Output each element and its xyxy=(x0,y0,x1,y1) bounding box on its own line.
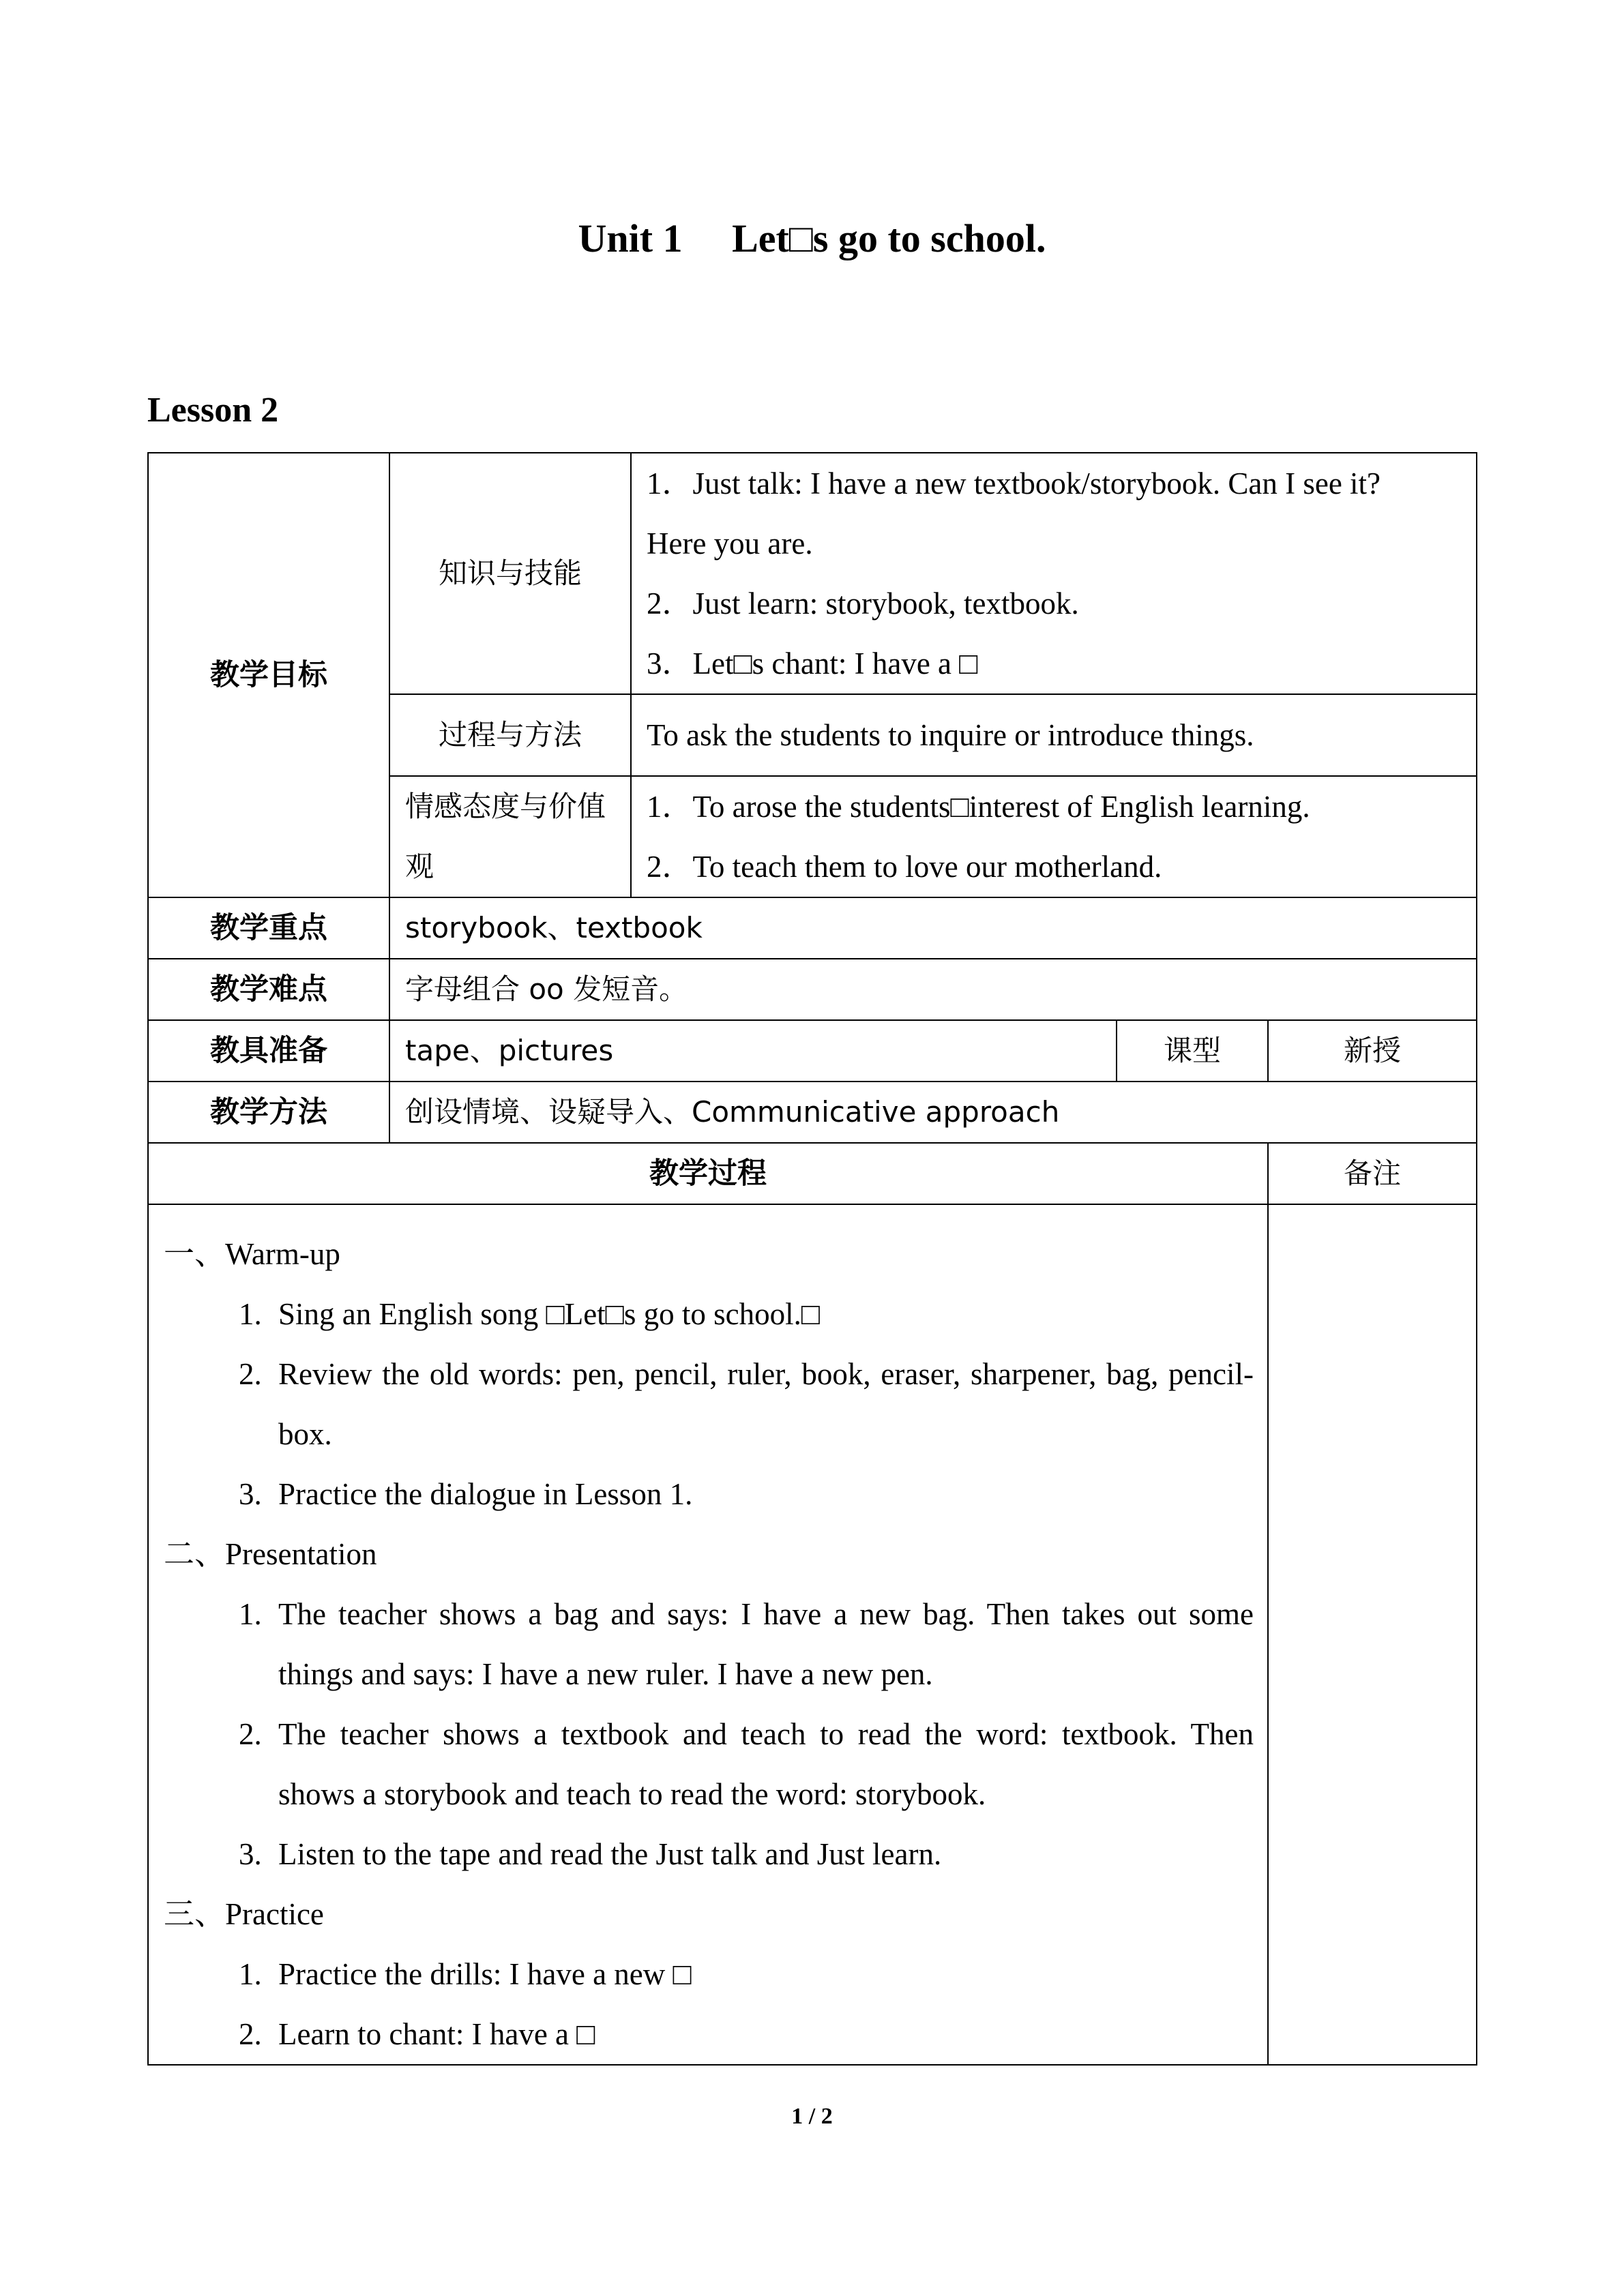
list-item xyxy=(164,1704,1254,1824)
emotion-line: 1．To arose the students□interest of English learning. xyxy=(647,790,1310,824)
section-heading: 二、Presentation xyxy=(164,1537,377,1571)
methods-row xyxy=(148,1082,1477,1143)
knowledge-line: 2．Just learn: storybook, textbook. xyxy=(647,586,1079,621)
key-points-row xyxy=(148,897,1477,959)
item-text: Sing an English song □Let□s go to school.□ xyxy=(278,1297,821,1331)
item-number: 1. xyxy=(239,1597,262,1631)
item-text: Practice the dialogue in Lesson 1. xyxy=(278,1477,693,1511)
materials-row xyxy=(148,1020,1477,1082)
list-item xyxy=(164,1344,1254,1464)
item-number: 3. xyxy=(239,1837,262,1871)
item-text: The teacher shows a textbook and teach to read the word: textbook. Then shows a storybook and teach to read the word: storybook. xyxy=(278,1717,1254,1811)
item-number: 2. xyxy=(239,1357,262,1391)
lesson-plan-table xyxy=(147,452,1477,2066)
item-number: 1. xyxy=(239,1957,262,1991)
section-heading: 三、Practice xyxy=(164,1897,324,1931)
list-item xyxy=(164,1824,1254,1884)
materials-value: tape、pictures xyxy=(389,1020,1117,1082)
methods-label: 教学方法 xyxy=(148,1082,389,1143)
objectives-knowledge-row xyxy=(148,453,1477,694)
item-number: 1. xyxy=(239,1297,262,1331)
page-title: Unit 1 Let□s go to school. xyxy=(578,216,1046,260)
page-number: 1 / 2 xyxy=(791,2104,833,2129)
section-heading: 一、Warm-up xyxy=(164,1237,340,1271)
process-header-row xyxy=(148,1143,1477,1204)
knowledge-label: 知识与技能 xyxy=(389,453,631,694)
difficulties-row xyxy=(148,959,1477,1020)
key-points-label: 教学重点 xyxy=(148,897,389,959)
key-points-value: storybook、textbook xyxy=(389,897,1477,959)
list-item xyxy=(164,1584,1254,1704)
item-text: Practice the drills: I have a new □ xyxy=(278,1957,692,1991)
process-header: 教学过程 xyxy=(148,1143,1268,1204)
item-number: 3. xyxy=(239,1477,262,1511)
knowledge-content xyxy=(631,453,1477,694)
lesson-type-value: 新授 xyxy=(1268,1020,1477,1082)
materials-label: 教具准备 xyxy=(148,1020,389,1082)
process-method-label: 过程与方法 xyxy=(389,694,631,776)
methods-value: 创设情境、设疑导入、Communicative approach xyxy=(389,1082,1477,1143)
list-item xyxy=(164,1944,1254,2004)
emotion-content xyxy=(631,776,1477,897)
list-item xyxy=(164,1284,1254,1344)
notes-header: 备注 xyxy=(1268,1143,1477,1204)
item-number: 2. xyxy=(239,1717,262,1751)
difficulties-value: 字母组合 oo 发短音。 xyxy=(389,959,1477,1020)
item-text: The teacher shows a bag and says: I have a new bag. Then takes out some things and says: I have a new ruler. I have a new pen. xyxy=(278,1597,1254,1691)
list-item xyxy=(164,2004,1254,2064)
emotion-line: 2．To teach them to love our motherland. xyxy=(647,850,1162,884)
emotion-label: 情感态度与价值观 xyxy=(389,776,631,897)
list-item xyxy=(164,1464,1254,1524)
item-text: Listen to the tape and read the Just talk and Just learn. xyxy=(278,1837,942,1871)
knowledge-line: Here you are. xyxy=(647,526,813,561)
lesson-heading: Lesson 2 xyxy=(147,391,279,430)
process-method-content: To ask the students to inquire or introduce things. xyxy=(631,694,1477,776)
notes-content xyxy=(1268,1204,1477,2065)
knowledge-line: 3．Let□s chant: I have a □ xyxy=(647,646,978,681)
item-text: Review the old words: pen, pencil, ruler, book, eraser, sharpener, bag, pencil-box. xyxy=(278,1357,1254,1451)
item-text: Learn to chant: I have a □ xyxy=(278,2017,595,2051)
process-body-row xyxy=(148,1204,1477,2065)
objectives-label: 教学目标 xyxy=(148,453,389,897)
item-number: 2. xyxy=(239,2017,262,2051)
difficulties-label: 教学难点 xyxy=(148,959,389,1020)
knowledge-line: 1．Just talk: I have a new textbook/storybook. Can I see it? xyxy=(647,466,1381,501)
lesson-type-label: 课型 xyxy=(1117,1020,1268,1082)
process-content xyxy=(148,1204,1268,2065)
